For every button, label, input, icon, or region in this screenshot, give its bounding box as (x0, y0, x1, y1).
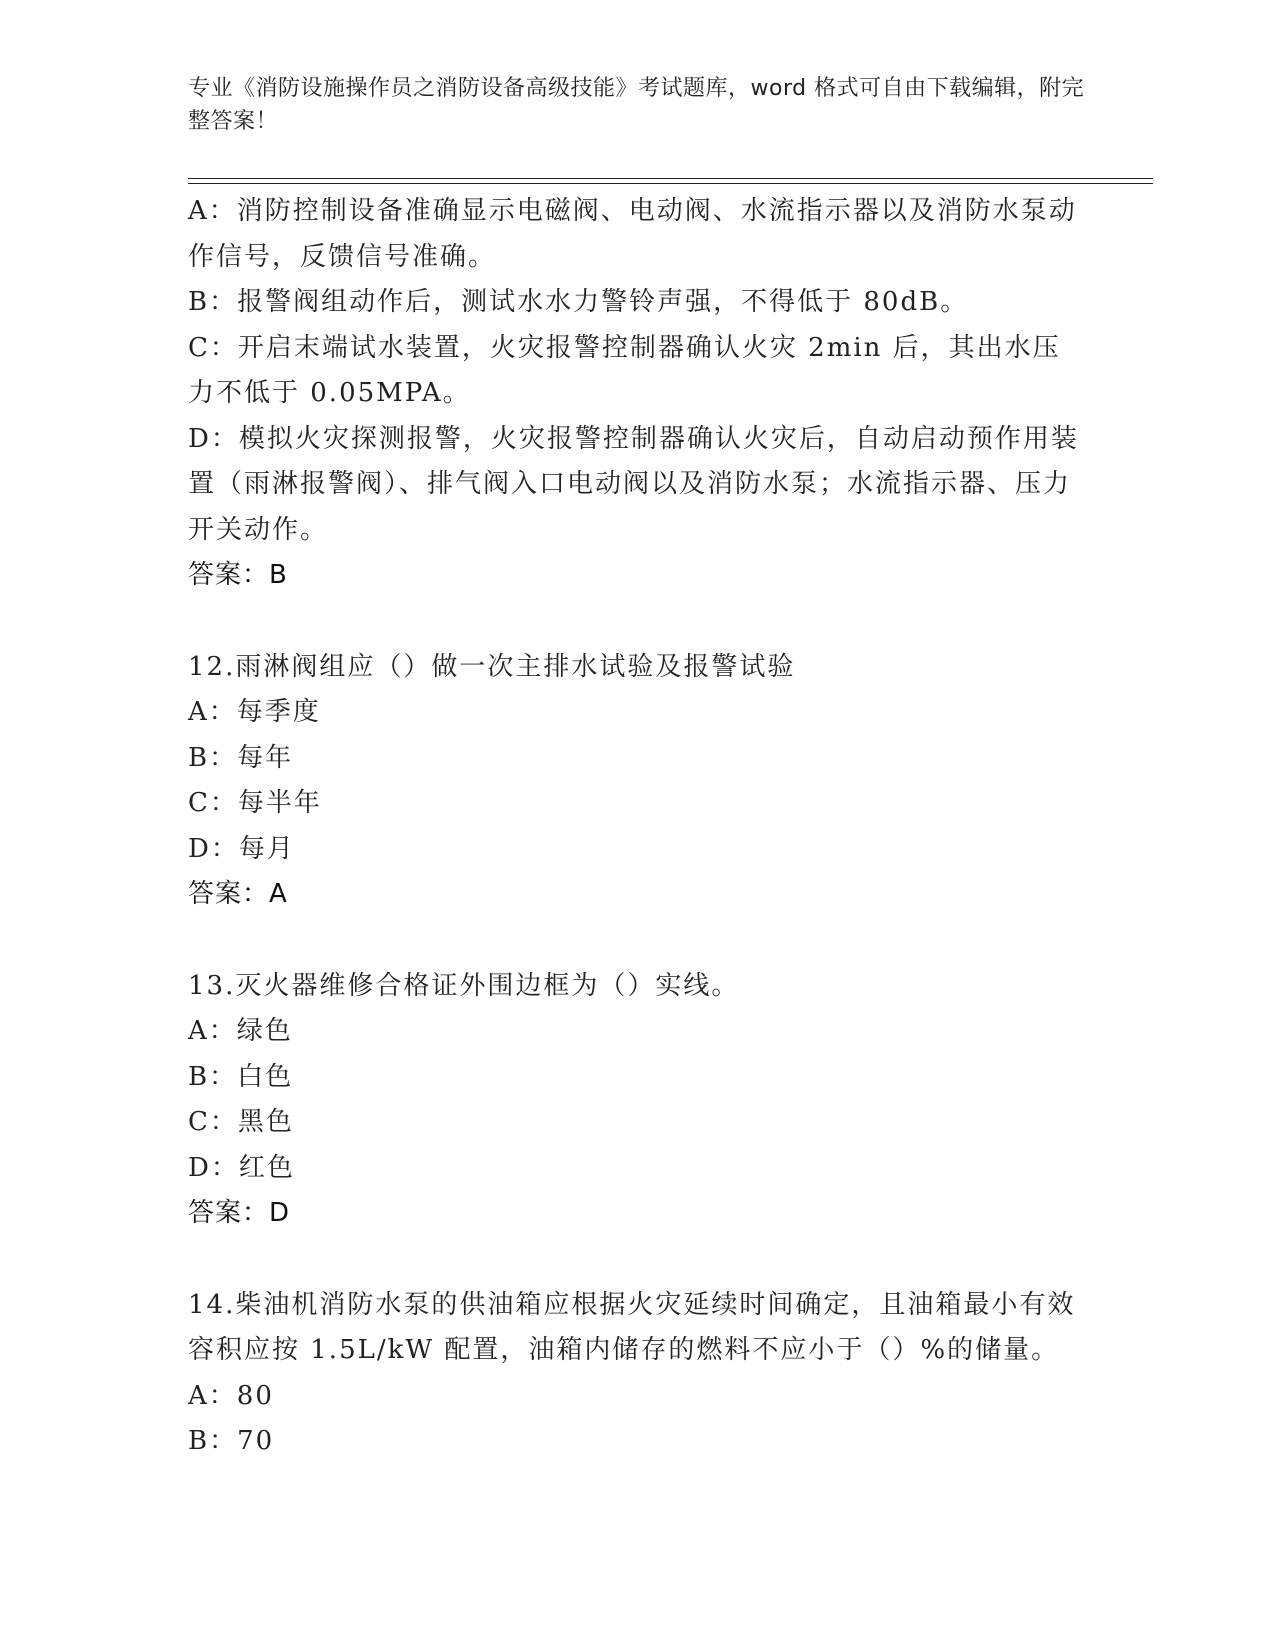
header-rule-top (188, 178, 1153, 179)
question-gap (188, 1237, 1088, 1283)
option-c: C：开启末端试水装置，火灾报警控制器确认火灾 2min 后，其出水压力不低于 0.05MPA。 (188, 332, 1061, 408)
question-13 (188, 964, 1088, 1237)
question-stem: 13.灭火器维修合格证外围边框为（）实线。 (188, 970, 740, 1001)
question-stem: 12.雨淋阀组应（）做一次主排水试验及报警试验 (188, 651, 796, 682)
option-d: D：每月 (188, 833, 295, 864)
option-b: B：白色 (188, 1061, 294, 1092)
question-gap (188, 918, 1088, 964)
option-a: A：80 (188, 1380, 274, 1411)
option-b: B：每年 (188, 742, 294, 773)
question-14 (188, 1283, 1088, 1465)
option-d: D：红色 (188, 1152, 295, 1183)
answer-label: 答案：D (188, 1198, 291, 1228)
answer-label: 答案：B (188, 560, 288, 590)
question-stem: 14.柴油机消防水泵的供油箱应根据火灾延续时间确定，且油箱最小有效容积应按 1.5L/kW 配置，油箱内储存的燃料不应小于（）%的储量。 (188, 1289, 1076, 1365)
question-gap (188, 599, 1088, 645)
option-d: D：模拟火灾探测报警，火灾报警控制器确认火灾后，自动启动预作用装置（雨淋报警阀）、排气阀入口电动阀以及消防水泵；水流指示器、压力开关动作。 (188, 423, 1079, 545)
answer-label: 答案：A (188, 879, 288, 909)
option-a: A：绿色 (188, 1016, 293, 1046)
option-a: A：消防控制设备准确显示电磁阀、电动阀、水流指示器以及消防水泵动作信号，反馈信号准确。 (188, 196, 1077, 272)
document-header: 专业《消防设施操作员之消防设备高级技能》考试题库，word 格式可自由下载编辑，附完整答案！ (188, 76, 1085, 134)
question-11-continued (188, 189, 1088, 599)
option-a: A：每季度 (188, 697, 321, 727)
question-content (188, 189, 1088, 1465)
header-rule-bottom (188, 183, 1153, 184)
option-c: C：每半年 (188, 788, 322, 818)
question-12 (188, 645, 1088, 918)
option-b: B：报警阀组动作后，测试水水力警铃声强，不得低于 80dB。 (188, 287, 969, 317)
option-b: B：70 (188, 1426, 275, 1456)
option-c: C：黑色 (188, 1107, 294, 1137)
